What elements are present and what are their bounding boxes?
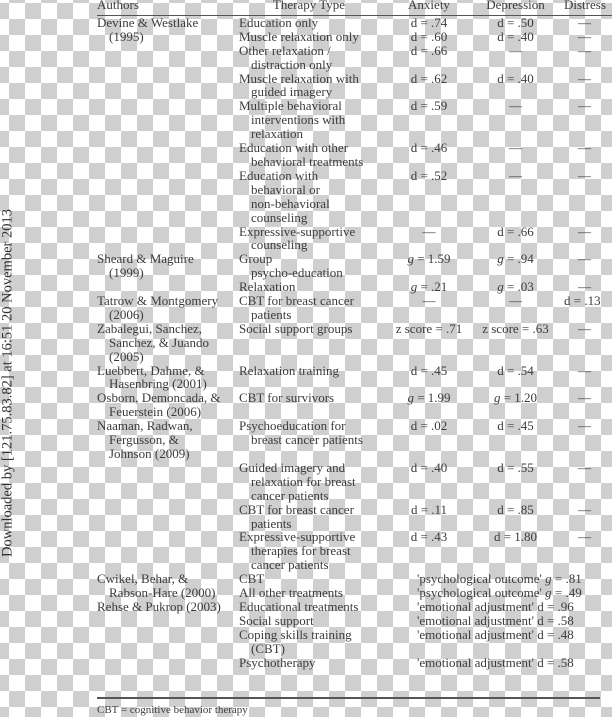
stat-value: = .85 bbox=[503, 501, 534, 517]
stat-symbol: z score bbox=[395, 320, 433, 336]
table-row bbox=[97, 252, 612, 280]
stat-value: = .59 bbox=[417, 98, 448, 114]
em-dash: — bbox=[578, 98, 591, 114]
therapy-type-cell: Muscle relaxation with guided imagery bbox=[239, 70, 359, 100]
depression-cell bbox=[469, 169, 562, 225]
outcome-label: 'emotional adjustment' bbox=[417, 654, 538, 670]
author-cell: Osborn, Demoncada, & Feuerstein (2006) bbox=[97, 390, 221, 420]
stat-value: = .03 bbox=[503, 279, 534, 295]
distress-cell bbox=[562, 225, 612, 253]
stat-symbol: d bbox=[410, 70, 418, 86]
distress-cell bbox=[562, 141, 612, 169]
anxiety-cell bbox=[389, 141, 469, 169]
stat-value: = .43 bbox=[417, 529, 448, 545]
therapy-type-cell: Social support bbox=[239, 612, 314, 628]
stat-symbol: g bbox=[497, 279, 504, 295]
anxiety-cell bbox=[389, 530, 469, 572]
em-dash: — bbox=[509, 42, 522, 58]
table-row bbox=[97, 600, 612, 614]
therapy-type-cell: Expressive-supportive counseling bbox=[239, 223, 356, 253]
em-dash: — bbox=[578, 140, 591, 156]
stat-symbol: d bbox=[410, 98, 418, 114]
header-therapy-type: Therapy Type bbox=[272, 0, 346, 12]
distress-cell bbox=[562, 15, 612, 29]
depression-cell bbox=[469, 44, 562, 72]
stat-symbol: d bbox=[410, 42, 418, 58]
stat-symbol: g bbox=[545, 571, 552, 587]
therapy-type-cell: Education only bbox=[239, 14, 319, 30]
anxiety-cell bbox=[389, 280, 469, 294]
outcome-label: 'emotional adjustment' bbox=[417, 598, 538, 614]
stat-symbol: d bbox=[497, 459, 504, 475]
stat-value: = .55 bbox=[503, 459, 534, 475]
depression-cell bbox=[469, 294, 562, 322]
therapy-type-cell: Psychoeducation for breast cancer patients bbox=[239, 418, 363, 448]
header-depression: Depression bbox=[486, 0, 545, 12]
author-cell: Naaman, Radwan, Fergusson, & Johnson (2009) bbox=[97, 418, 193, 461]
stat-value: = .46 bbox=[417, 140, 448, 156]
em-dash: — bbox=[509, 98, 522, 114]
author-cell: Cwikel, Behar, & Rabson-Hare (2000) bbox=[97, 571, 216, 601]
stat-symbol: g bbox=[410, 279, 418, 295]
depression-cell bbox=[469, 391, 562, 419]
stat-symbol: d bbox=[497, 28, 504, 44]
depression-cell bbox=[469, 99, 562, 141]
therapy-type-cell: Relaxation bbox=[239, 279, 296, 295]
anxiety-cell bbox=[389, 503, 469, 531]
combined-outcome-cell bbox=[389, 614, 612, 628]
stat-symbol: d bbox=[564, 293, 571, 309]
stat-value: = .71 bbox=[432, 320, 463, 336]
table-row bbox=[97, 530, 612, 572]
stat-symbol: d bbox=[410, 418, 418, 434]
stat-value: = 1.80 bbox=[500, 529, 538, 545]
table-body bbox=[97, 15, 612, 669]
stat-value: = .11 bbox=[417, 501, 448, 517]
therapy-type-cell: Educational treatments bbox=[239, 598, 359, 614]
distress-cell bbox=[562, 364, 612, 392]
stat-symbol: d bbox=[410, 14, 418, 30]
em-dash: — bbox=[578, 167, 591, 183]
em-dash: — bbox=[578, 279, 591, 295]
distress-cell bbox=[562, 252, 612, 280]
stat-value: = .96 bbox=[543, 598, 574, 614]
author-cell bbox=[97, 461, 239, 503]
author-cell: Zabalegui, Sanchez, Sanchez, & Juando (2005) bbox=[97, 320, 210, 364]
therapy-type-cell: CBT for breast cancer patients bbox=[239, 501, 354, 531]
table-row bbox=[97, 322, 612, 364]
em-dash: — bbox=[578, 251, 591, 267]
distress-cell bbox=[562, 391, 612, 419]
stat-value: = .66 bbox=[503, 223, 534, 239]
stat-symbol: d bbox=[410, 459, 418, 475]
stat-value: = .63 bbox=[518, 320, 549, 336]
meta-analysis-table bbox=[97, 0, 612, 670]
author-cell: Luebbert, Dahme, & Hasenbring (2001) bbox=[97, 362, 207, 392]
outcome-label: 'emotional adjustment' bbox=[417, 626, 538, 642]
download-watermark: Downloaded by [121.75.83.82] at 16:51 20 November 2013 bbox=[0, 209, 16, 557]
distress-cell bbox=[562, 99, 612, 141]
distress-cell bbox=[562, 280, 612, 294]
stat-value: = .58 bbox=[543, 654, 574, 670]
table-row bbox=[97, 294, 612, 322]
outcome-label: 'emotional adjustment' bbox=[417, 612, 538, 628]
anxiety-cell bbox=[389, 391, 469, 419]
stat-symbol: g bbox=[407, 390, 414, 406]
therapy-type-cell: CBT for survivors bbox=[239, 390, 335, 406]
stat-symbol: d bbox=[493, 529, 501, 545]
table-row bbox=[97, 503, 612, 531]
depression-cell bbox=[469, 141, 562, 169]
depression-cell bbox=[469, 280, 562, 294]
em-dash: — bbox=[422, 293, 436, 309]
stat-value: = 1.20 bbox=[500, 390, 538, 406]
stat-symbol: z score bbox=[482, 320, 519, 336]
stat-value: = .60 bbox=[417, 28, 448, 44]
depression-cell bbox=[469, 419, 562, 461]
depression-cell bbox=[469, 364, 562, 392]
stat-symbol: d bbox=[537, 654, 544, 670]
distress-cell bbox=[562, 44, 612, 72]
em-dash: — bbox=[422, 223, 436, 239]
combined-outcome-cell bbox=[389, 586, 612, 600]
stat-symbol: d bbox=[410, 529, 418, 545]
combined-outcome-cell bbox=[389, 572, 612, 586]
table-header-row bbox=[97, 0, 612, 15]
therapy-type-cell: Guided imagery and relaxation for breast cancer patients bbox=[239, 459, 356, 503]
table-row bbox=[97, 461, 612, 503]
stat-symbol: d bbox=[410, 501, 418, 517]
depression-cell bbox=[469, 225, 562, 253]
combined-outcome-cell bbox=[389, 600, 612, 614]
em-dash: — bbox=[578, 529, 591, 545]
header-distress: Distress bbox=[564, 0, 606, 12]
stat-value: = .48 bbox=[543, 626, 574, 642]
depression-cell bbox=[469, 530, 562, 572]
stat-value: = .49 bbox=[551, 585, 582, 601]
depression-cell bbox=[469, 503, 562, 531]
stat-value: = 1.99 bbox=[413, 390, 451, 406]
author-cell: Rehse & Pukrop (2003) bbox=[97, 598, 221, 614]
em-dash: — bbox=[578, 28, 591, 44]
table-bottom-rule bbox=[97, 697, 600, 699]
author-cell bbox=[97, 503, 239, 531]
distress-cell bbox=[562, 503, 612, 531]
em-dash: — bbox=[578, 70, 591, 86]
stat-value: = .45 bbox=[503, 418, 534, 434]
stat-value: = .52 bbox=[417, 167, 448, 183]
stat-symbol: g bbox=[497, 251, 504, 267]
em-dash: — bbox=[578, 390, 591, 406]
distress-cell bbox=[562, 169, 612, 225]
therapy-type-cell: Coping skills training (CBT) bbox=[239, 626, 352, 656]
table-row bbox=[97, 15, 612, 29]
therapy-type-cell: CBT for breast cancer patients bbox=[239, 293, 354, 322]
table-row bbox=[97, 419, 612, 461]
em-dash: — bbox=[509, 167, 522, 183]
em-dash: — bbox=[578, 459, 591, 475]
author-cell: Devine & Westlake (1995) bbox=[97, 14, 199, 44]
stat-value: = .45 bbox=[417, 362, 448, 378]
therapy-type-cell: Education with other behavioral treatments bbox=[239, 140, 364, 169]
em-dash: — bbox=[578, 362, 591, 378]
anxiety-cell bbox=[389, 461, 469, 503]
distress-cell bbox=[562, 322, 612, 364]
outcome-label: 'psychological outcome' bbox=[417, 571, 546, 587]
therapy-type-cell: Group psycho-education bbox=[239, 251, 343, 281]
em-dash: — bbox=[578, 223, 591, 239]
therapy-type-cell: Education with behavioral or non-behavioral counseling bbox=[239, 167, 330, 225]
distress-cell bbox=[562, 30, 612, 44]
combined-outcome-cell bbox=[389, 656, 612, 670]
stat-value: = .81 bbox=[551, 571, 582, 587]
table-footnote: CBT = cognitive behavior therapy bbox=[97, 704, 248, 716]
therapy-type-cell: CBT bbox=[239, 571, 265, 587]
therapy-type-cell: Other relaxation / distraction only bbox=[239, 42, 333, 72]
depression-cell bbox=[469, 30, 562, 44]
stat-value: = 1.59 bbox=[413, 251, 451, 267]
therapy-type-cell: All other treatments bbox=[239, 585, 343, 601]
depression-cell bbox=[469, 322, 562, 364]
stat-symbol: d bbox=[537, 612, 544, 628]
stat-symbol: d bbox=[410, 28, 418, 44]
anxiety-cell bbox=[389, 15, 469, 29]
author-cell bbox=[97, 530, 239, 572]
author-cell: Sheard & Maguire (1999) bbox=[97, 251, 194, 281]
em-dash: — bbox=[509, 140, 522, 156]
stat-value: = .13 bbox=[570, 293, 601, 309]
anxiety-cell bbox=[389, 364, 469, 392]
stat-symbol: d bbox=[497, 70, 504, 86]
stat-symbol: d bbox=[497, 362, 504, 378]
depression-cell bbox=[469, 461, 562, 503]
em-dash: — bbox=[578, 14, 591, 30]
stat-value: = .50 bbox=[503, 14, 534, 30]
stat-value: = .54 bbox=[503, 362, 534, 378]
stat-symbol: g bbox=[493, 390, 501, 406]
therapy-type-cell: Social support groups bbox=[239, 320, 353, 336]
stat-symbol: d bbox=[497, 14, 504, 30]
depression-cell bbox=[469, 252, 562, 280]
anxiety-cell bbox=[389, 225, 469, 253]
em-dash: — bbox=[578, 418, 591, 434]
stat-value: = .40 bbox=[503, 28, 534, 44]
therapy-type-cell: Expressive-supportive therapies for breast cancer patients bbox=[239, 529, 356, 573]
table-row bbox=[97, 572, 612, 586]
stat-symbol: g bbox=[407, 251, 414, 267]
anxiety-cell bbox=[389, 30, 469, 44]
therapy-type-cell: Muscle relaxation only bbox=[239, 28, 359, 44]
therapy-type-cell: Psychotherapy bbox=[239, 654, 316, 670]
outcome-label: 'psychological outcome' bbox=[417, 585, 546, 601]
therapy-type-cell: Relaxation training bbox=[239, 362, 340, 378]
distress-cell bbox=[562, 461, 612, 503]
em-dash: — bbox=[578, 501, 591, 517]
stat-value: = .74 bbox=[417, 14, 448, 30]
anxiety-cell bbox=[389, 419, 469, 461]
stat-value: = .94 bbox=[503, 251, 534, 267]
anxiety-cell bbox=[389, 72, 469, 100]
stat-symbol: d bbox=[410, 167, 418, 183]
em-dash: — bbox=[509, 293, 522, 309]
stat-value: = .40 bbox=[503, 70, 534, 86]
anxiety-cell bbox=[389, 169, 469, 225]
stat-symbol: d bbox=[410, 140, 418, 156]
stat-symbol: d bbox=[497, 501, 504, 517]
distress-cell bbox=[562, 294, 612, 322]
stat-value: = .58 bbox=[543, 612, 574, 628]
stat-symbol: d bbox=[537, 626, 544, 642]
em-dash: — bbox=[578, 320, 591, 336]
stat-value: = .62 bbox=[417, 70, 448, 86]
table-row bbox=[97, 364, 612, 392]
stat-symbol: d bbox=[497, 418, 504, 434]
author-cell: Tatrow & Montgomery (2006) bbox=[97, 293, 219, 322]
depression-cell bbox=[469, 15, 562, 29]
table-row bbox=[97, 391, 612, 419]
combined-outcome-cell bbox=[389, 628, 612, 656]
header-authors: Authors bbox=[97, 0, 139, 12]
stat-value: = .40 bbox=[417, 459, 448, 475]
anxiety-cell bbox=[389, 99, 469, 141]
stat-symbol: d bbox=[410, 362, 418, 378]
stat-symbol: d bbox=[497, 223, 504, 239]
stat-value: = .21 bbox=[417, 279, 448, 295]
distress-cell bbox=[562, 530, 612, 572]
stat-symbol: d bbox=[537, 598, 544, 614]
anxiety-cell bbox=[389, 252, 469, 280]
anxiety-cell bbox=[389, 322, 469, 364]
stat-value: = .66 bbox=[417, 42, 448, 58]
distress-cell bbox=[562, 72, 612, 100]
header-anxiety: Anxiety bbox=[408, 0, 450, 12]
therapy-type-cell: Multiple behavioral interventions with relaxation bbox=[239, 98, 346, 142]
em-dash: — bbox=[578, 42, 591, 58]
anxiety-cell bbox=[389, 294, 469, 322]
depression-cell bbox=[469, 72, 562, 100]
stat-symbol: g bbox=[545, 585, 552, 601]
distress-cell bbox=[562, 419, 612, 461]
anxiety-cell bbox=[389, 44, 469, 72]
stat-value: = .02 bbox=[417, 418, 448, 434]
